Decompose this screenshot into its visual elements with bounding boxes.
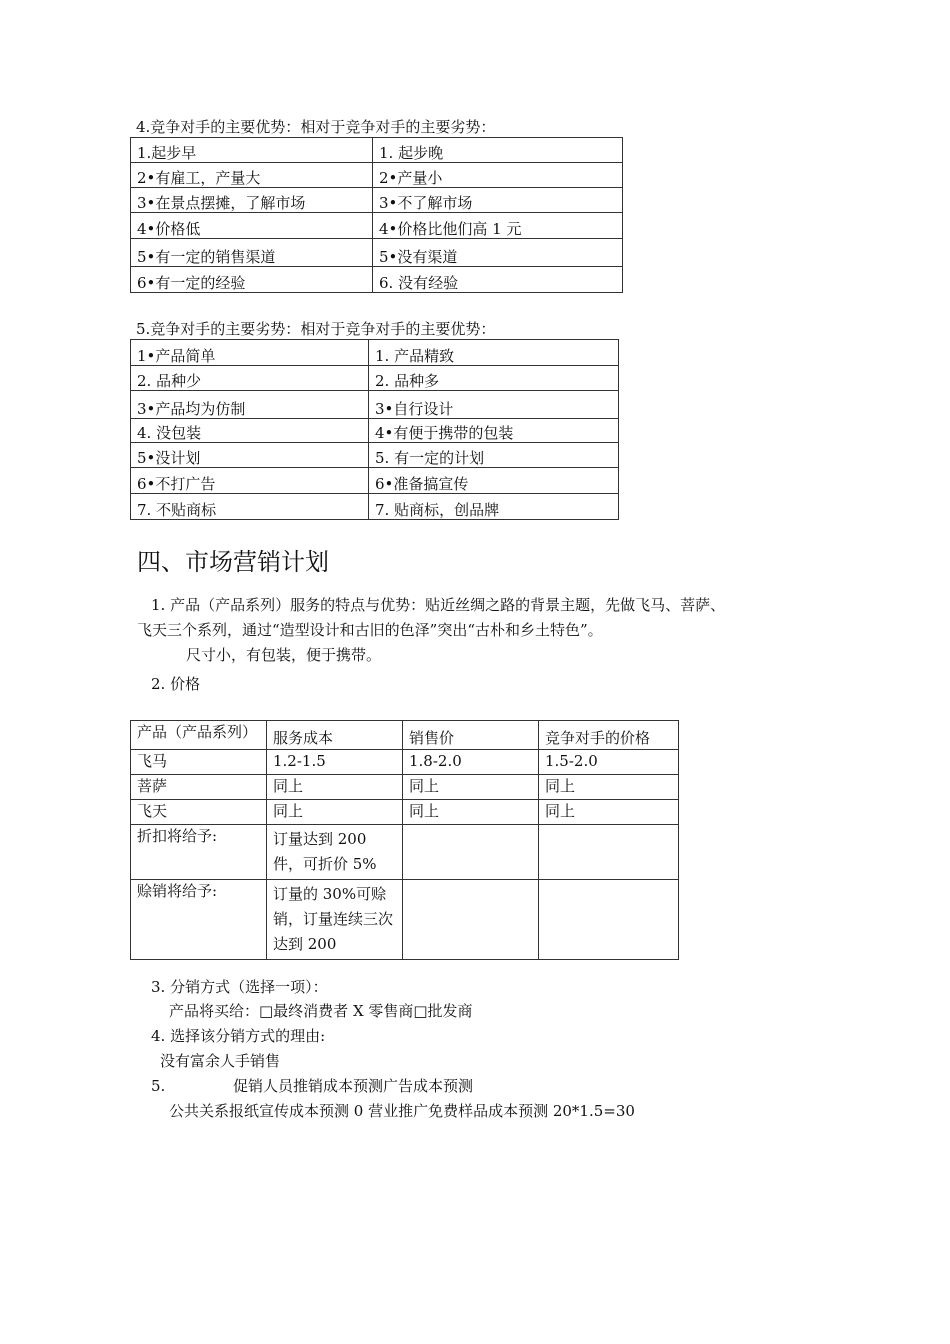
table-row <box>131 468 619 494</box>
discount-text: 订量达到 200 件，可折价 5% <box>267 825 403 880</box>
our-cell: 4•价格比他们高 1 元 <box>373 213 623 239</box>
our-cell: 1. 产品精致 <box>369 340 619 366</box>
section5-heading: 5.竞争对手的主要劣势：相对于竞争对手的主要优势： <box>136 320 496 338</box>
empty-cell <box>403 825 539 880</box>
price-table <box>130 720 679 960</box>
our-cell: 7. 贴商标，创品牌 <box>369 494 619 520</box>
table-row <box>131 419 619 443</box>
competitor-cell: 1•产品简单 <box>131 340 369 366</box>
product-name: 飞马 <box>131 750 267 775</box>
cost-value: 1.2-1.5 <box>267 750 403 775</box>
competitor-price-value: 同上 <box>539 800 679 825</box>
distribution-reason-label: 4. 选择该分销方式的理由: <box>151 1027 326 1045</box>
table-row <box>131 494 619 520</box>
table-row <box>131 775 679 800</box>
promotion-number: 5. <box>151 1077 166 1095</box>
our-cell: 5. 有一定的计划 <box>369 443 619 468</box>
price-value: 同上 <box>403 800 539 825</box>
our-cell: 6•准备搞宣传 <box>369 468 619 494</box>
cost-value: 同上 <box>267 800 403 825</box>
our-cell: 3•自行设计 <box>369 391 619 419</box>
promotion-costs-detail: 公共关系报纸宣传成本预测 0 营业推广免费样品成本预测 20*1.5=30 <box>169 1102 635 1120</box>
competitor-cell: 5•没计划 <box>131 443 369 468</box>
competitor-cell: 4. 没包装 <box>131 419 369 443</box>
empty-cell <box>539 880 679 960</box>
header-cost: 服务成本 <box>267 721 403 750</box>
price-value: 1.8-2.0 <box>403 750 539 775</box>
price-label: 2. 价格 <box>151 675 201 693</box>
header-competitor-price: 竞争对手的价格 <box>539 721 679 750</box>
table-row <box>131 213 623 239</box>
table-row <box>131 366 619 391</box>
distribution-method: 3. 分销方式（选择一项）： <box>151 978 328 996</box>
competitor-cell: 3•在景点摆摊，了解市场 <box>131 188 373 213</box>
table-row <box>131 391 619 419</box>
our-cell: 4•有便于携带的包装 <box>369 419 619 443</box>
product-features-line3: 尺寸小，有包装，便于携带。 <box>186 646 382 664</box>
our-cell: 3•不了解市场 <box>373 188 623 213</box>
competitor-cell: 2•有雇工，产量大 <box>131 163 373 188</box>
competitor-cell: 5•有一定的销售渠道 <box>131 239 373 267</box>
distribution-choice: 产品将买给：□最终消费者 X 零售商□批发商 <box>169 1002 473 1020</box>
header-product: 产品（产品系列） <box>131 721 267 750</box>
table-row <box>131 750 679 775</box>
product-features-line1: 1. 产品（产品系列）服务的特点与优势：贴近丝绸之路的背景主题，先做飞马、菩萨、 <box>151 596 726 614</box>
credit-text: 订量的 30%可赊销，订量连续三次达到 200 <box>267 880 403 960</box>
competitor-cell: 7. 不贴商标 <box>131 494 369 520</box>
marketing-plan-title: 四、市场营销计划 <box>137 548 329 576</box>
product-name: 菩萨 <box>131 775 267 800</box>
competitor-cell: 6•有一定的经验 <box>131 267 373 293</box>
table-row <box>131 340 619 366</box>
cost-value: 同上 <box>267 775 403 800</box>
discount-label: 折扣将给予: <box>131 825 267 880</box>
table-row <box>131 163 623 188</box>
product-name: 飞天 <box>131 800 267 825</box>
table-row <box>131 800 679 825</box>
our-cell: 2. 品种多 <box>369 366 619 391</box>
table-row <box>131 267 623 293</box>
our-cell: 5•没有渠道 <box>373 239 623 267</box>
competitor-cell: 1.起步早 <box>131 138 373 163</box>
table-row <box>131 443 619 468</box>
competitor-price-value: 同上 <box>539 775 679 800</box>
competitor-price-value: 1.5-2.0 <box>539 750 679 775</box>
our-cell: 6. 没有经验 <box>373 267 623 293</box>
promotion-costs: 促销人员推销成本预测广告成本预测 <box>233 1077 474 1095</box>
our-cell: 1. 起步晚 <box>373 138 623 163</box>
distribution-reason: 没有富余人手销售 <box>160 1052 281 1070</box>
credit-row <box>131 880 679 960</box>
competitor-cell: 3•产品均为仿制 <box>131 391 369 419</box>
competitor-cell: 6•不打广告 <box>131 468 369 494</box>
product-features-line2: 飞天三个系列，通过“造型设计和古旧的色泽”突出“古朴和乡土特色”。 <box>137 621 603 639</box>
empty-cell <box>539 825 679 880</box>
competitor-strengths-table <box>130 137 623 293</box>
our-cell: 2•产量小 <box>373 163 623 188</box>
price-value: 同上 <box>403 775 539 800</box>
competitor-cell: 4•价格低 <box>131 213 373 239</box>
competitor-weaknesses-table <box>130 339 619 520</box>
section4-heading: 4.竞争对手的主要优势：相对于竞争对手的主要劣势： <box>136 118 496 136</box>
competitor-cell: 2. 品种少 <box>131 366 369 391</box>
header-price: 销售价 <box>403 721 539 750</box>
credit-label: 赊销将给予: <box>131 880 267 960</box>
discount-row <box>131 825 679 880</box>
empty-cell <box>403 880 539 960</box>
table-row <box>131 138 623 163</box>
table-row <box>131 188 623 213</box>
price-table-header-row <box>131 721 679 750</box>
table-row <box>131 239 623 267</box>
